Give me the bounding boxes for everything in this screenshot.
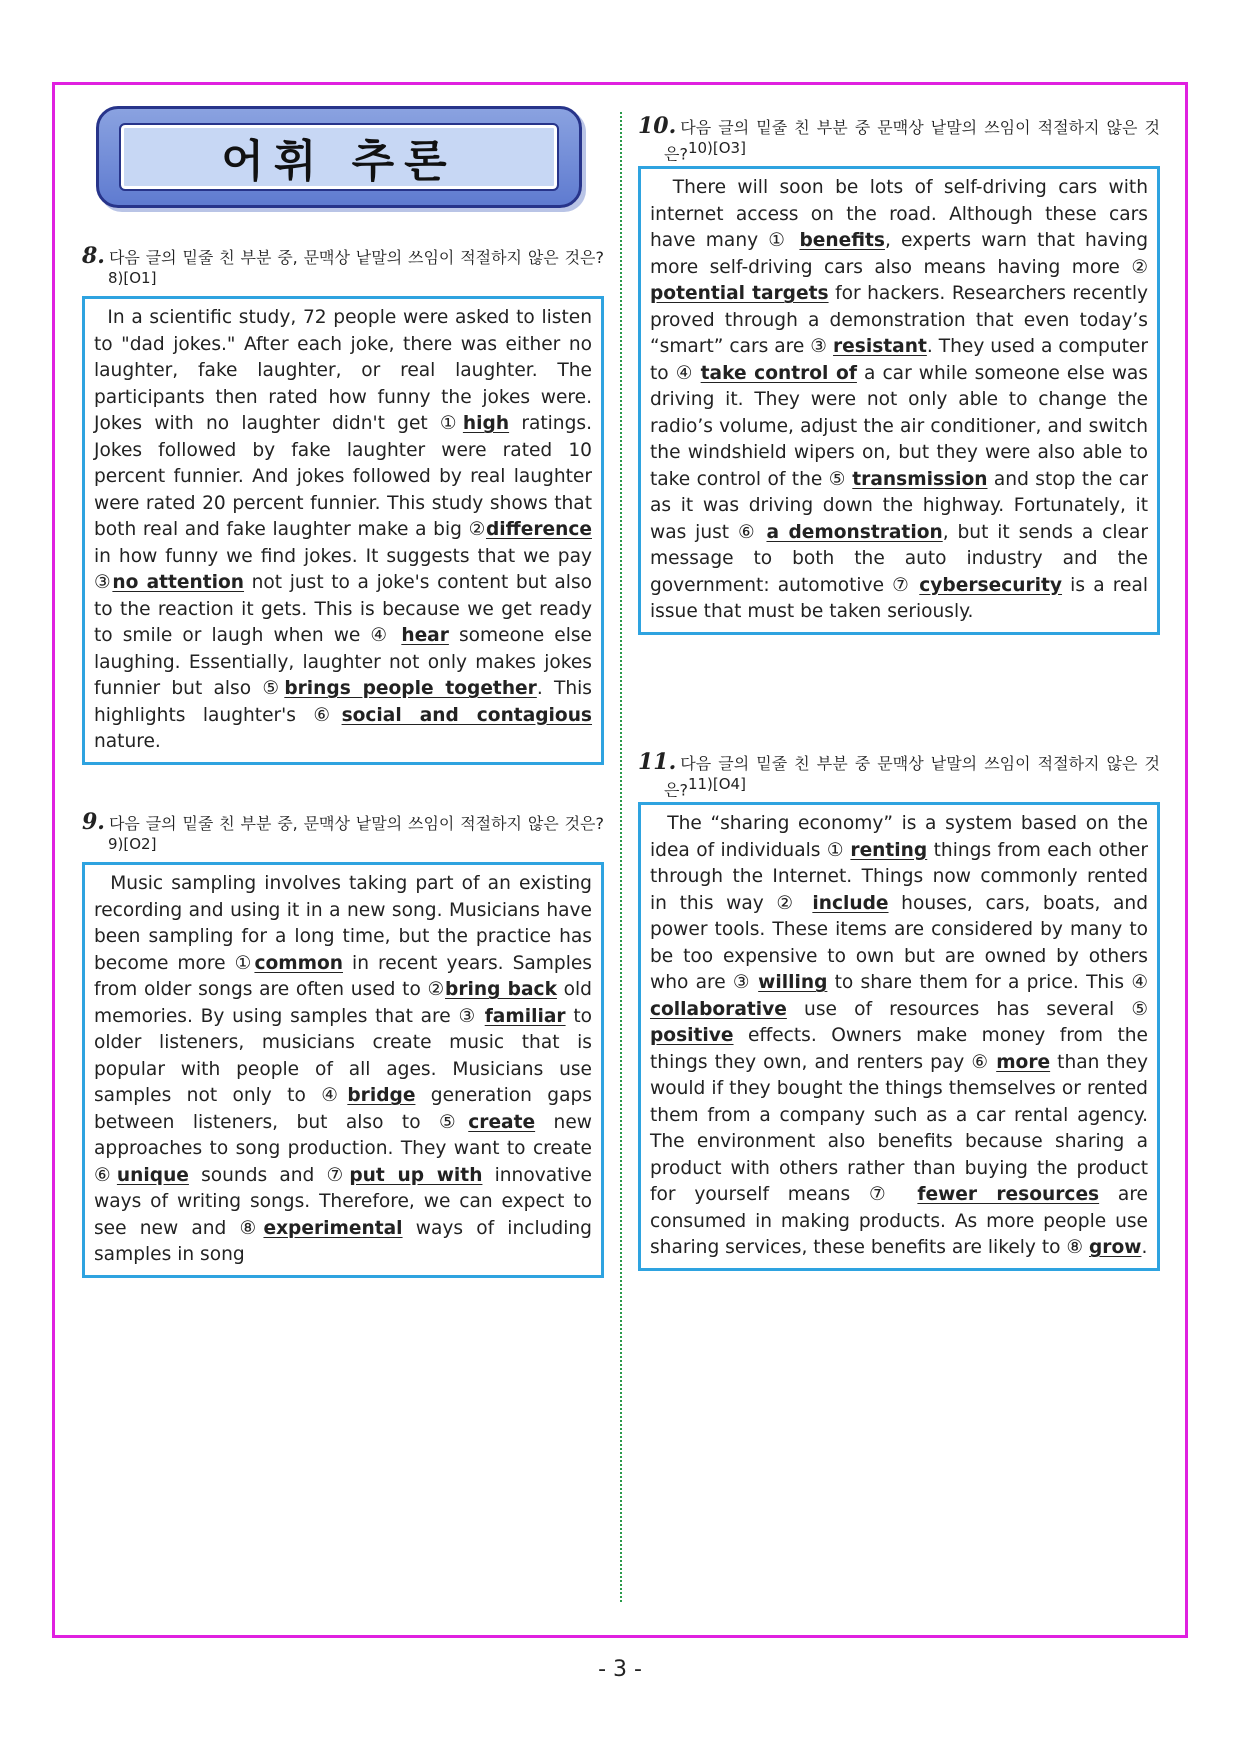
passage-text: effects. Owners make money from the things they own, and renters pay ⑥ (650, 1025, 1148, 1073)
passage-text: Music sampling involves taking part of an existing recording and using it in a new song. Musicians have been sampling for a long time, but the practice has become more ① (94, 873, 592, 974)
passage-text: use of resources has several ⑤ (786, 998, 1148, 1020)
passage-text: than they would if they bought the things themselves or rented them from a company such as a car rental agency. The environment also benefits because sharing a product with others rather than buying the product for yourself means ⑦ (650, 1051, 1148, 1206)
question-number: 10. (638, 113, 677, 139)
passage-text: , experts warn that having more self-driving cars also means having more ② (650, 230, 1148, 278)
passage-text: sounds and ⑦ (188, 1164, 350, 1186)
question-prompt: 다음 글의 밑줄 친 부분 중 문맥상 낱말의 쓰임이 적절하지 않은 것은? (664, 754, 1160, 800)
underlined-word: collaborative (650, 998, 787, 1020)
passage-text: innovative ways of writing songs. Therefore, we can expect to see new and ⑧ (94, 1164, 592, 1239)
underlined-word: fewer resources (917, 1184, 1100, 1206)
underlined-word: positive (650, 1025, 734, 1047)
underlined-word: bridge (347, 1085, 416, 1107)
underlined-word: transmission (852, 468, 988, 490)
question-header (82, 243, 604, 294)
passage-text: in recent years. Samples from older songs are often used to ② (94, 952, 592, 1001)
underlined-word: take control of (700, 362, 857, 384)
passage-text: things from each other through the Internet. Things now commonly rented in this way ② (650, 839, 1148, 914)
section-title-inner (121, 125, 557, 189)
question-source: 8)[O1] (108, 269, 157, 287)
passage-text: in how funny we find jokes. It suggests that we pay ③ (94, 545, 592, 594)
question-source: 10)[O3] (687, 139, 746, 157)
passage-text: The “sharing economy” is a system based on the idea of individuals ① (650, 813, 1148, 861)
passage-text: a car while someone else was driving it. They were not only able to change the radio’s volume, adjust the air conditioner, and switch the windshield wipers on, but they were also able to take control of the ⑤ (650, 362, 1148, 490)
question-number: 11. (638, 749, 677, 775)
underlined-word: more (996, 1051, 1051, 1073)
underlined-word: create (468, 1111, 536, 1133)
underlined-word: include (812, 892, 889, 914)
underlined-word: grow (1089, 1237, 1142, 1259)
question-header (638, 749, 1160, 800)
question-number: 9. (82, 809, 105, 835)
question-number: 8. (82, 243, 105, 269)
page-number: - 3 - (598, 1657, 642, 1682)
section-title: 어휘 추론 (221, 136, 457, 187)
passage-text: ratings. Jokes followed by fake laughter were rated 10 percent funnier. And jokes followed by real laughter were rated 20 percent funnier. This study shows that both real and fake laughter make a big ② (94, 413, 592, 541)
passage-text: new approaches to song production. They want to create ⑥ (94, 1111, 592, 1186)
question-header (82, 809, 604, 860)
underlined-word: a demonstration (766, 521, 943, 543)
passage-text: nature. (94, 731, 161, 753)
underlined-word: put up with (349, 1164, 483, 1186)
passage-text: and stop the car as it was driving down the highway. Fortunately, it was just ⑥ (650, 468, 1149, 543)
passage-box (82, 296, 604, 765)
underlined-word: high (462, 413, 510, 435)
question-prompt: 다음 글의 밑줄 친 부분 중, 문맥상 낱말의 쓰임이 적절하지 않은 것은? (108, 814, 604, 833)
section-title-banner (96, 106, 582, 208)
passage-text: someone else laughing. Essentially, laughter not only makes jokes funnier but also ⑤ (94, 625, 592, 700)
passage-text: . This highlights laughter's ⑥ (94, 678, 592, 726)
underlined-word: benefits (799, 230, 885, 252)
passage-text: , but it sends a clear message to both the auto industry and the government: automotive ⑦ (650, 521, 1148, 596)
passage-text: is a real issue that must be taken seriously. (650, 574, 1148, 623)
question-prompt: 다음 글의 밑줄 친 부분 중 문맥상 낱말의 쓰임이 적절하지 않은 것은? (664, 118, 1160, 164)
passage-text: houses, cars, boats, and power tools. These items are considered by many to be too expensive to own but are owned by others who are ③ (650, 892, 1148, 994)
question-prompt: 다음 글의 밑줄 친 부분 중, 문맥상 낱말의 쓰임이 적절하지 않은 것은? (108, 248, 604, 267)
underlined-word: brings people together (284, 678, 537, 700)
underlined-word: cybersecurity (919, 574, 1063, 596)
underlined-word: hear (401, 625, 449, 647)
question-source: 11)[O4] (687, 775, 746, 793)
passage-text: are consumed in making products. As more people use sharing services, these benefits are likely to ⑧ (650, 1184, 1148, 1259)
passage-text: . (1141, 1237, 1148, 1259)
underlined-word: willing (758, 972, 828, 994)
passage-text: to older listeners, musicians create music that is popular with people of all ages. Musicians use samples not only to ④ (94, 1005, 592, 1107)
underlined-word: potential targets (650, 283, 829, 305)
question-8 (82, 243, 604, 765)
passage-text: In a scientific study, 72 people were asked to listen to "dad jokes." After each joke, there was either no laughter, fake laughter, or real laughter. The participants then rated how funny the jokes were. Jokes with no laughter didn't get ① (94, 307, 592, 435)
underlined-word: common (254, 952, 343, 974)
passage-text: old memories. By using samples that are ③ (94, 979, 592, 1027)
underlined-word: renting (850, 839, 928, 861)
passage-box (82, 862, 604, 1278)
question-9 (82, 809, 604, 1278)
question-source: 9)[O2] (108, 835, 157, 853)
underlined-word: resistant (833, 336, 927, 358)
passage-text: not just to a joke's content but also to the reaction it gets. This is because we get ready to smile or laugh when we ④ (94, 572, 593, 647)
passage-box (638, 166, 1160, 635)
underlined-word: bring back (445, 979, 557, 1001)
question-header (638, 113, 1160, 164)
passage-text: . They used a computer to ④ (650, 336, 1148, 384)
underlined-word: social and contagious (341, 704, 593, 726)
question-11 (638, 749, 1160, 1271)
underlined-word: familiar (484, 1005, 566, 1027)
passage-text: generation gaps between listeners, but also to ⑤ (94, 1085, 592, 1133)
underlined-word: difference (485, 519, 592, 541)
passage-text: ways of including samples in song (94, 1217, 592, 1266)
underlined-word: no attention (112, 572, 245, 594)
underlined-word: experimental (263, 1217, 403, 1239)
passage-text: to share them for a price. This ④ (827, 972, 1148, 994)
passage-text: for hackers. Researchers recently proved through a demonstration that even today’s “smart” cars are ③ (650, 283, 1148, 358)
column-divider (620, 112, 622, 1602)
underlined-word: unique (116, 1164, 189, 1186)
question-10 (638, 113, 1160, 635)
passage-box (638, 802, 1160, 1271)
passage-text: There will soon be lots of self-driving cars with internet access on the road. Although these cars have many ① (650, 177, 1148, 252)
